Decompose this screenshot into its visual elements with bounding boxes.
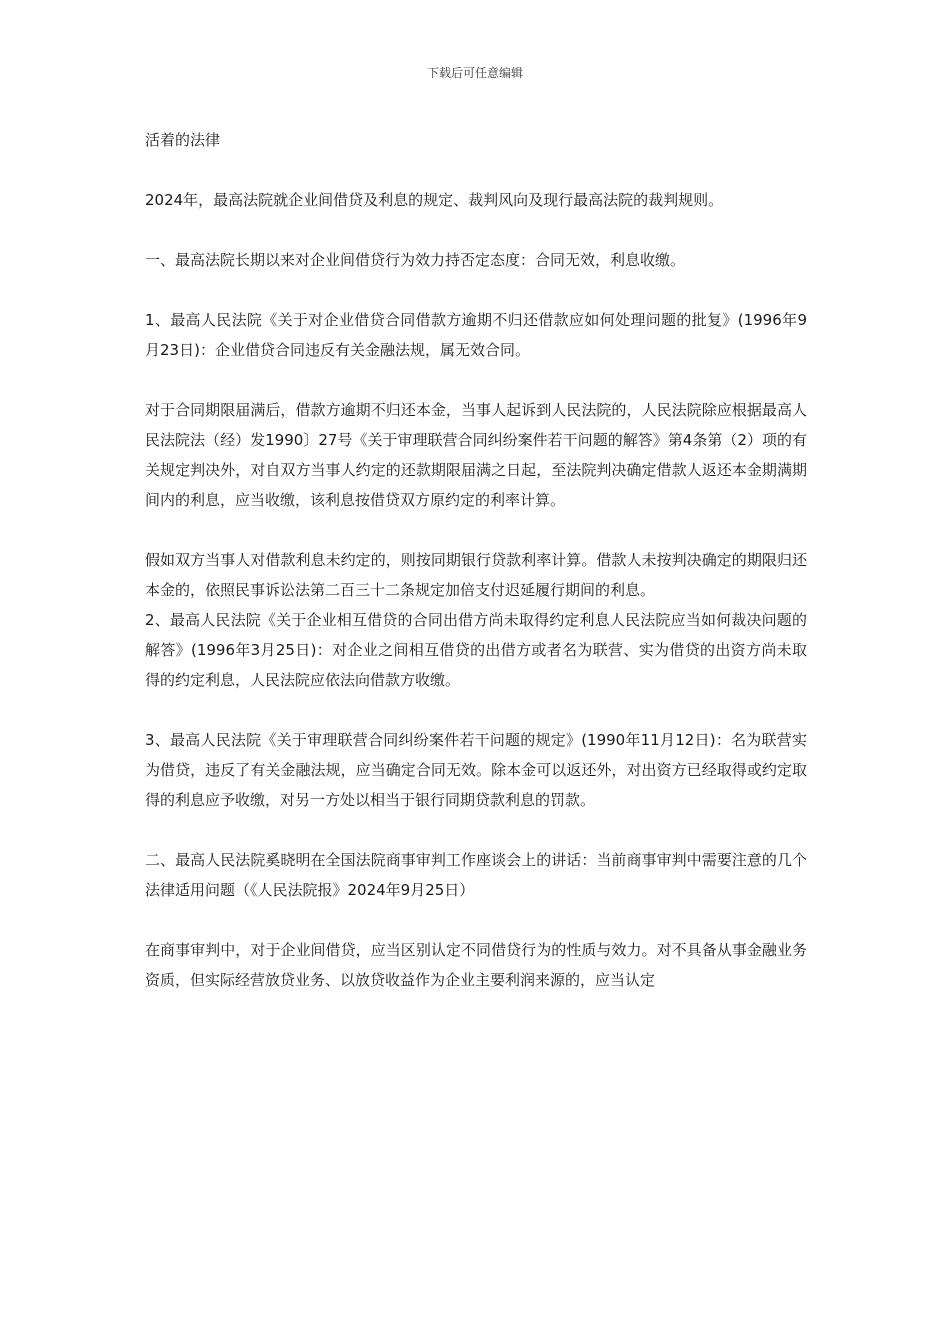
paragraph-section-2-heading: 二、最高人民法院奚晓明在全国法院商事审判工作座谈会上的讲话：当前商事审判中需要注意的几个法律适用问题（《人民法院报》2024年9月25日） bbox=[145, 851, 807, 899]
paragraph-intro: 2024年，最高法院就企业间借贷及利息的规定、裁判风向及现行最高法院的裁判规则。 bbox=[145, 191, 724, 209]
paragraph-item-1-interest: 假如双方当事人对借款利息未约定的，则按同期银行贷款利率计算。借款人未按判决确定的期限归还本金的，依照民事诉讼法第二百三十二条规定加倍支付迟延履行期间的利息。 bbox=[145, 551, 807, 599]
document-body bbox=[145, 125, 807, 995]
paragraph-section-2-body: 在商事审判中，对于企业间借贷，应当区别认定不同借贷行为的性质与效力。对不具备从事金融业务资质，但实际经营放贷业务、以放贷收益作为企业主要利润来源的，应当认定 bbox=[145, 941, 807, 989]
document-title: 活着的法律 bbox=[145, 131, 221, 149]
paragraph-item-2: 2、最高人民法院《关于企业相互借贷的合同出借方尚未取得约定利息人民法院应当如何裁决问题的解答》(1996年3月25日)：对企业之间相互借贷的出借方或者名为联营、实为借贷的出资方尚未取得的约定利息，人民法院应依法向借款方收缴。 bbox=[145, 611, 807, 689]
paragraph-section-1-heading: 一、最高法院长期以来对企业间借贷行为效力持否定态度：合同无效，利息收缴。 bbox=[145, 251, 686, 269]
paragraph-item-1-detail: 对于合同期限届满后，借款方逾期不归还本金，当事人起诉到人民法院的，人民法院除应根据最高人民法院法（经）发1990〕27号《关于审理联营合同纠纷案件若干问题的解答》第4条第（2）项的有关规定判决外，对自双方当事人约定的还款期限届满之日起，至法院判决确定借款人返还本金期满期间内的利息，应当收缴，该利息按借贷双方原约定的利率计算。 bbox=[145, 401, 807, 509]
paragraph-item-3: 3、最高人民法院《关于审理联营合同纠纷案件若干问题的规定》(1990年11月12日)：名为联营实为借贷，违反了有关金融法规，应当确定合同无效。除本金可以返还外，对出资方已经取得或约定取得的利息应予收缴，对另一方处以相当于银行同期贷款利息的罚款。 bbox=[145, 731, 807, 809]
header-note: 下载后可任意编辑 bbox=[426, 66, 523, 80]
paragraph-item-1: 1、最高人民法院《关于对企业借贷合同借款方逾期不归还借款应如何处理问题的批复》(1996年9月23日)：企业借贷合同违反有关金融法规，属无效合同。 bbox=[145, 311, 807, 359]
